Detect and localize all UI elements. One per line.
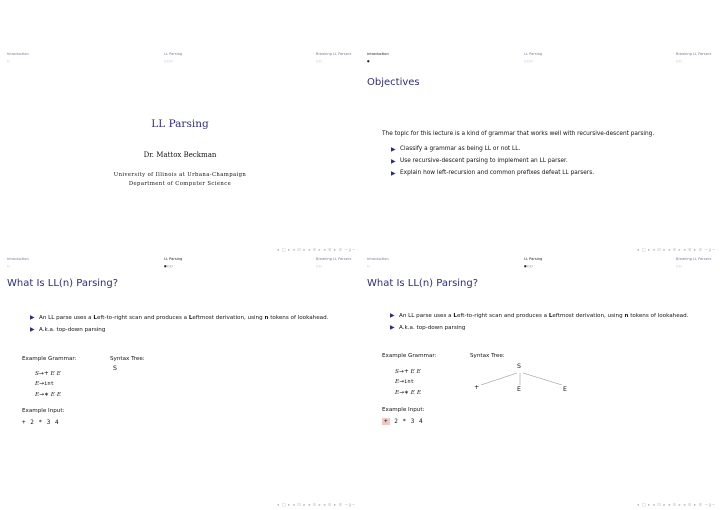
input-token: 3 xyxy=(410,418,415,425)
list-item: ▶ A.k.a. top-down parsing xyxy=(30,326,106,334)
nav-dots-ll-parsing[interactable]: ○○○ xyxy=(164,59,174,63)
list-item: ▶ Use recursive-descent parsing to implement an LL parser. xyxy=(391,158,568,166)
nav-dots-ll-parsing[interactable]: ●○○ xyxy=(164,264,174,268)
input-tokens xyxy=(382,418,423,425)
input-label: Example Input: xyxy=(22,408,65,414)
bullet-triangle-icon: ▶ xyxy=(30,314,35,321)
tree-label: Syntax Tree: xyxy=(470,353,505,359)
nav-dots-breaking[interactable]: ○○ xyxy=(676,59,683,63)
objectives-intro: The topic for this lecture is a kind of grammar that works well with recursive-descent parsing. xyxy=(382,131,655,137)
presentation-author: Dr. Mattox Beckman xyxy=(143,151,217,159)
list-item: ▶ An LL parse uses a Left-to-right scan and produces a Leftmost derivation, using n tokens of lookahead. xyxy=(30,314,329,321)
input-token: * xyxy=(38,419,43,426)
tree-edge xyxy=(523,373,562,385)
list-item: ▶ Explain how left-recursion and common prefixes defeat LL parsers. xyxy=(391,170,595,178)
bullet-triangle-icon: ▶ xyxy=(390,312,395,319)
tree-label: Syntax Tree: xyxy=(110,356,145,362)
grammar-label: Example Grammar: xyxy=(382,353,437,359)
nav-dots-breaking[interactable]: ○○ xyxy=(676,264,683,268)
frame-title: What Is LL(n) Parsing? xyxy=(367,278,479,289)
nav-section-introduction[interactable]: Introduction xyxy=(7,257,29,261)
nav-dots-introduction[interactable]: ● xyxy=(367,59,371,63)
nav-dots-introduction[interactable]: ○ xyxy=(7,264,11,268)
ll-bullets xyxy=(30,314,330,339)
tree-node-root: S xyxy=(113,365,117,372)
nav-section-breaking[interactable]: Breaking LL Parsers xyxy=(676,52,712,56)
nav-header xyxy=(0,257,360,273)
nav-dots-breaking[interactable]: ○○ xyxy=(316,59,323,63)
tree-node-root: S xyxy=(517,363,521,370)
nav-dots-introduction[interactable]: ○ xyxy=(7,59,11,63)
list-item: ▶ An LL parse uses a Left-to-right scan and produces a Leftmost derivation, using n tokens of lookahead. xyxy=(390,312,689,319)
input-label: Example Input: xyxy=(382,407,425,413)
input-token-current: + xyxy=(384,418,388,425)
bullet-triangle-icon: ▶ xyxy=(391,170,396,178)
beamer-nav-symbols[interactable]: ◂ □ ▸ ◂ ⊡ ▸ ◂ ≡ ▸ ◂ ≡ ▸ ≡ ∽ǫ∽ xyxy=(276,247,356,252)
input-token: 3 xyxy=(46,419,51,426)
tree-node-e-left: E xyxy=(517,386,521,393)
nav-section-ll-parsing[interactable]: LL Parsing xyxy=(524,52,543,56)
frame-title: Objectives xyxy=(367,77,420,88)
nav-dots-introduction[interactable]: ○ xyxy=(367,264,371,268)
input-token: 4 xyxy=(419,418,423,425)
nav-section-breaking[interactable]: Breaking LL Parsers xyxy=(316,257,352,261)
nav-dots-breaking[interactable]: ○○ xyxy=(316,264,323,268)
input-token: 2 xyxy=(30,419,34,426)
beamer-nav-symbols[interactable]: ◂ □ ▸ ◂ ⊡ ▸ ◂ ≡ ▸ ◂ ≡ ▸ ≡ ∽ǫ∽ xyxy=(636,247,716,252)
input-token: + xyxy=(22,419,26,426)
slide-title xyxy=(0,0,360,255)
beamer-nav-symbols[interactable]: ◂ □ ▸ ◂ ⊡ ▸ ◂ ≡ ▸ ◂ ≡ ▸ ≡ ∽ǫ∽ xyxy=(276,502,356,507)
list-item: ▶ Classify a grammar as being LL or not LL. xyxy=(391,146,521,153)
institution-name: University of Illinois at Urbana-Champaign xyxy=(113,172,247,178)
bullet-triangle-icon: ▶ xyxy=(390,324,395,332)
nav-section-breaking[interactable]: Breaking LL Parsers xyxy=(316,52,352,56)
nav-section-introduction[interactable]: Introduction xyxy=(367,257,389,261)
presentation-institution xyxy=(0,171,360,188)
presentation-title: LL Parsing xyxy=(151,118,209,130)
slide-ll-parsing-2 xyxy=(360,255,720,510)
nav-section-ll-parsing[interactable]: LL Parsing xyxy=(164,52,183,56)
input-tokens xyxy=(22,419,59,426)
tree-node-e-right: E xyxy=(563,386,567,393)
grammar-rule: E→∗ E E xyxy=(35,391,62,398)
nav-dots-ll-parsing[interactable]: ●○○ xyxy=(524,264,534,268)
grammar-label: Example Grammar: xyxy=(22,356,77,362)
grammar-rules xyxy=(35,369,61,400)
slide-objectives xyxy=(360,0,720,255)
nav-header xyxy=(360,52,720,68)
nav-section-breaking[interactable]: Breaking LL Parsers xyxy=(676,257,712,261)
bullet-triangle-icon: ▶ xyxy=(391,146,396,153)
tree-edge xyxy=(481,373,517,385)
input-token: 2 xyxy=(394,418,398,425)
input-token: * xyxy=(402,418,407,425)
bullet-triangle-icon: ▶ xyxy=(391,158,396,166)
grammar-rule: S→+ E E xyxy=(395,369,421,375)
nav-section-ll-parsing[interactable]: LL Parsing xyxy=(164,257,183,261)
objectives-list xyxy=(391,146,594,178)
grammar-rule: E→int xyxy=(35,381,54,388)
grammar-rule: E→∗ E E xyxy=(395,389,422,396)
nav-dots-ll-parsing[interactable]: ○○○ xyxy=(524,59,534,63)
syntax-tree-edges xyxy=(360,255,720,510)
nav-section-introduction[interactable]: Introduction xyxy=(7,52,29,56)
nav-section-ll-parsing[interactable]: LL Parsing xyxy=(524,257,543,261)
input-token: 4 xyxy=(55,419,59,426)
department-name: Department of Computer Science xyxy=(128,180,232,187)
tree-node-plus: + xyxy=(474,384,480,391)
beamer-nav-symbols[interactable]: ◂ □ ▸ ◂ ⊡ ▸ ◂ ≡ ▸ ◂ ≡ ▸ ≡ ∽ǫ∽ xyxy=(636,502,716,507)
bullet-triangle-icon: ▶ xyxy=(30,326,35,334)
nav-header xyxy=(0,52,360,68)
grammar-rule: E→int xyxy=(395,379,414,386)
list-item: ▶ A.k.a. top-down parsing xyxy=(390,324,466,332)
frame-title: What Is LL(n) Parsing? xyxy=(7,278,119,289)
nav-section-introduction[interactable]: Introduction xyxy=(367,52,389,56)
grammar-rule: S→+ E E xyxy=(35,371,61,377)
slide-ll-parsing-1 xyxy=(0,255,360,510)
